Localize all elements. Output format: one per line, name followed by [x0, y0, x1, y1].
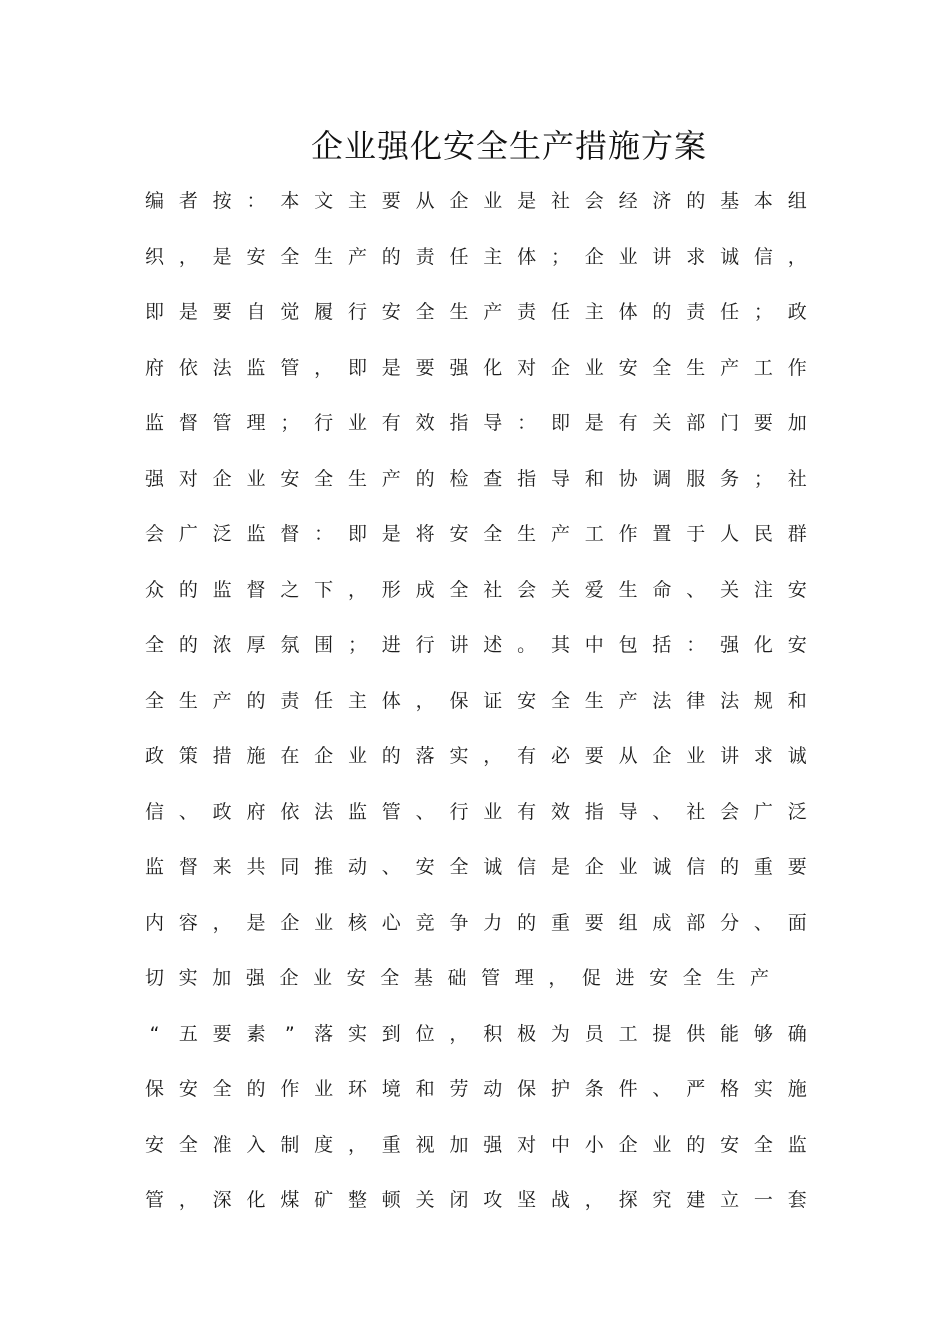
document-title: 企业强化安全生产措施方案 [310, 127, 707, 165]
paragraph-line: 全 的 浓 厚 氛 围 ； 进 行 讲 述 。 其 中 包 括 ： 强 化 安 [145, 634, 807, 656]
paragraph-line: 政 策 措 施 在 企 业 的 落 实 ， 有 必 要 从 企 业 讲 求 诚 [145, 745, 807, 767]
paragraph-line: 管 ， 深 化 煤 矿 整 顿 关 闭 攻 坚 战 ， 探 究 建 立 一 套 [145, 1189, 807, 1211]
paragraph-line: 府 依 法 监 管 ， 即 是 要 强 化 对 企 业 安 全 生 产 工 作 [145, 356, 807, 379]
paragraph-line: 保 安 全 的 作 业 环 境 和 劳 动 保 护 条 件 、 严 格 实 施 [145, 1078, 807, 1100]
paragraph-line: 全 生 产 的 责 任 主 体 ， 保 证 安 全 生 产 法 律 法 规 和 [145, 689, 807, 712]
paragraph-line: 织 ， 是 安 全 生 产 的 责 任 主 体 ； 企 业 讲 求 诚 信 ， [145, 245, 807, 268]
paragraph-line: 众 的 监 督 之 下 ， 形 成 全 社 会 关 爱 生 命 、 关 注 安 [145, 578, 807, 601]
paragraph-line: 切 实 加 强 企 业 安 全 基 础 管 理 ， 促 进 安 全 生 产 [145, 967, 769, 989]
document-body [145, 183, 807, 1238]
paragraph-line: 即 是 要 自 觉 履 行 安 全 生 产 责 任 主 体 的 责 任 ； 政 [145, 301, 807, 323]
paragraph-line: 强 对 企 业 安 全 生 产 的 检 查 指 导 和 协 调 服 务 ； 社 [145, 467, 807, 490]
paragraph-line: 编 者 按 ： 本 文 主 要 从 企 业 是 社 会 经 济 的 基 本 组 [145, 190, 807, 212]
paragraph-line: 安 全 准 入 制 度 ， 重 视 加 强 对 中 小 企 业 的 安 全 监 [145, 1133, 807, 1156]
paragraph-line: 监 督 管 理 ； 行 业 有 效 指 导 ： 即 是 有 关 部 门 要 加 [145, 412, 807, 434]
paragraph-line: “ 五 要 素 ” 落 实 到 位 ， 积 极 为 员 工 提 供 能 够 确 [149, 1022, 807, 1045]
paragraph-line: 信 、 政 府 依 法 监 管 、 行 业 有 效 指 导 、 社 会 广 泛 [145, 800, 807, 823]
paragraph-line: 内 容 ， 是 企 业 核 心 竞 争 力 的 重 要 组 成 部 分 、 面 [145, 911, 807, 934]
paragraph-line: 会 广 泛 监 督 ： 即 是 将 安 全 生 产 工 作 置 于 人 民 群 [145, 523, 807, 545]
paragraph-line: 监 督 来 共 同 推 动 、 安 全 诚 信 是 企 业 诚 信 的 重 要 [145, 856, 807, 878]
